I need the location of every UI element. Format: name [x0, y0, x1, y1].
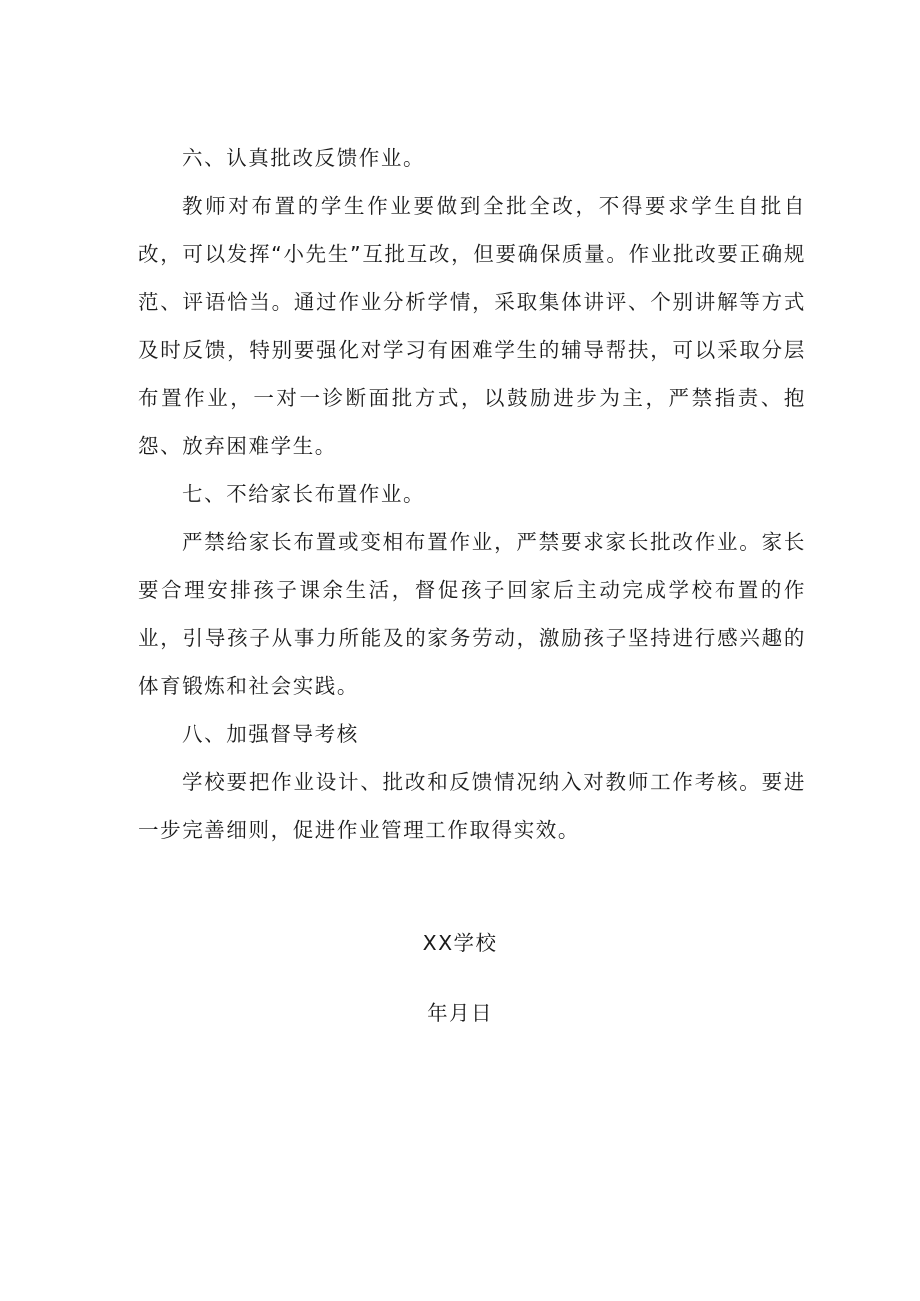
- signature-date: 年月日: [427, 1001, 493, 1025]
- document-body: [138, 134, 806, 854]
- section-paragraph-6: 教师对布置的学生作业要做到全批全改，不得要求学生自批自改，可以发挥“小先生”互批互改，但要确保质量。作业批改要正确规范、评语恰当。通过作业分析学情，采取集体讲评、个别讲解等方式及时反馈，特别要强化对学习有困难学生的辅导帮扶，可以采取分层布置作业，一对一诊断面批方式，以鼓励进步为主，严禁指责、抱怨、放弃困难学生。: [138, 194, 806, 458]
- signature-organization: XX学校: [422, 931, 498, 955]
- section-paragraph-8: 学校要把作业设计、批改和反馈情况纳入对教师工作考核。要进一步完善细则，促进作业管理工作取得实效。: [138, 770, 806, 842]
- section-heading-6: 六、认真批改反馈作业。: [182, 146, 426, 170]
- section-heading-7: 七、不给家长布置作业。: [182, 482, 426, 506]
- section-paragraph-7: 严禁给家长布置或变相布置作业，严禁要求家长批改作业。家长要合理安排孩子课余生活，督促孩子回家后主动完成学校布置的作业，引导孩子从事力所能及的家务劳动，激励孩子坚持进行感兴趣的体育锻炼和社会实践。: [138, 530, 806, 698]
- section-heading-8: 八、加强督导考核: [182, 722, 359, 746]
